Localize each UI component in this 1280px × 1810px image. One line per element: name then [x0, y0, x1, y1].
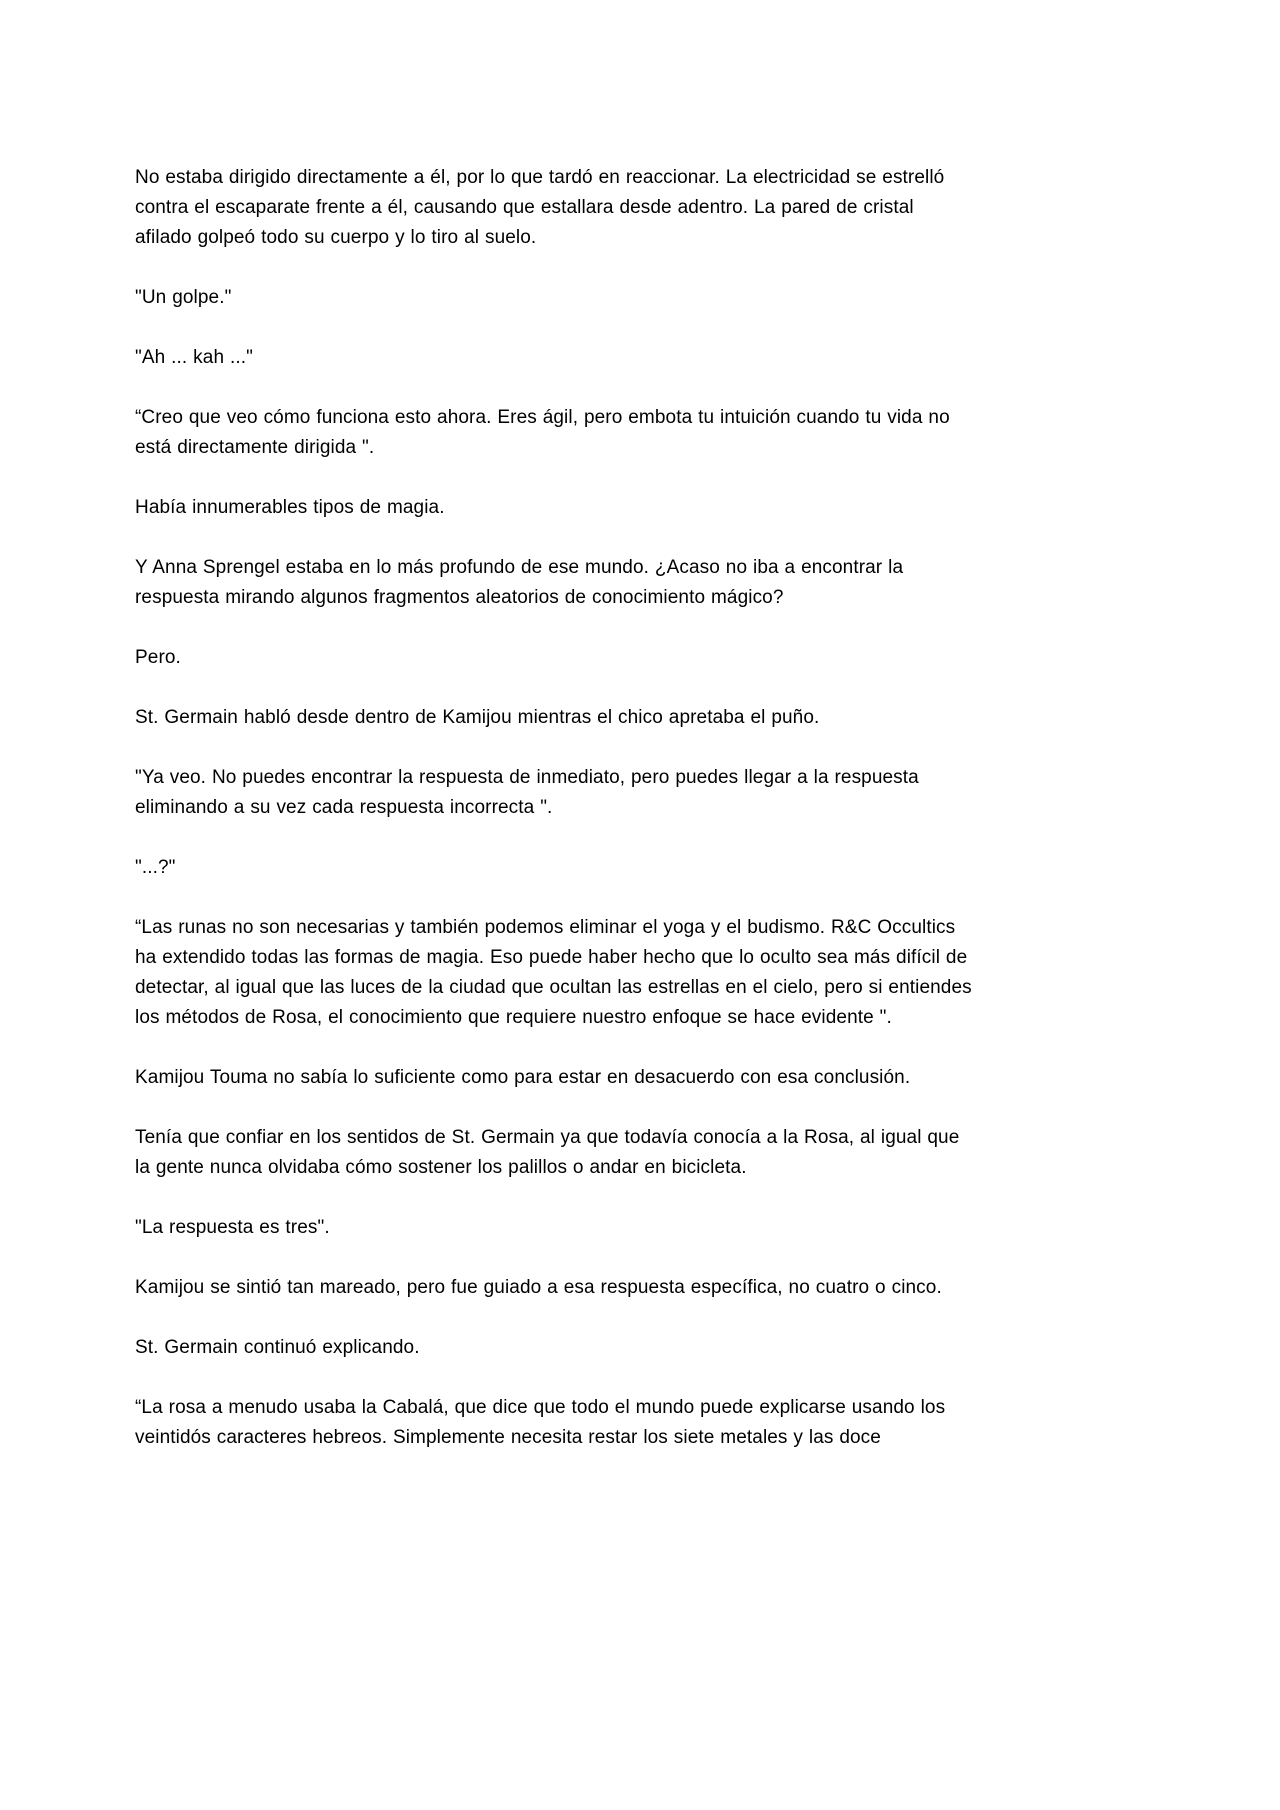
paragraph: Y Anna Sprengel estaba en lo más profundo de ese mundo. ¿Acaso no iba a encontrar la respuesta mirando algunos fragmentos aleatorios de conocimiento mágico? [135, 557, 904, 608]
paragraph: Tenía que confiar en los sentidos de St. Germain ya que todavía conocía a la Rosa, al igual que la gente nunca olvidaba cómo sostener los palillos o andar en bicicleta. [135, 1127, 960, 1178]
paragraph: St. Germain habló desde dentro de Kamijou mientras el chico apretaba el puño. [135, 707, 820, 728]
paragraph: “La rosa a menudo usaba la Cabalá, que dice que todo el mundo puede explicarse usando los veintidós caracteres hebreos. Simplemente necesita restar los siete metales y las doce [135, 1397, 946, 1448]
paragraph: Kamijou Touma no sabía lo suficiente como para estar en desacuerdo con esa conclusión. [135, 1067, 911, 1088]
paragraph: No estaba dirigido directamente a él, por lo que tardó en reaccionar. La electricidad se estrelló contra el escaparate frente a él, causando que estallara desde adentro. La pared de cristal afilado golpeó todo su cuerpo y lo tiro al suelo. [135, 167, 945, 248]
paragraph: "...?" [135, 857, 176, 878]
paragraph: Kamijou se sintió tan mareado, pero fue guiado a esa respuesta específica, no cuatro o cinco. [135, 1277, 942, 1298]
paragraph: "Ah ... kah ..." [135, 347, 253, 368]
paragraph: “Creo que veo cómo funciona esto ahora. Eres ágil, pero embota tu intuición cuando tu vida no está directamente dirigida ". [135, 407, 950, 458]
paragraph: “Las runas no son necesarias y también podemos eliminar el yoga y el budismo. R&C Occultics ha extendido todas las formas de magia. Eso puede haber hecho que lo oculto sea más difícil de detectar, al igual que las luces de la ciudad que ocultan las estrellas en el cielo, pero si entiendes los métodos de Rosa, el conocimiento que requiere nuestro enfoque se hace evidente ". [135, 917, 972, 1028]
paragraph: "Ya veo. No puedes encontrar la respuesta de inmediato, pero puedes llegar a la respuesta eliminando a su vez cada respuesta incorrecta ". [135, 767, 919, 818]
paragraph: Pero. [135, 647, 181, 668]
paragraph: "Un golpe." [135, 287, 232, 308]
paragraph: St. Germain continuó explicando. [135, 1337, 420, 1358]
paragraph: Había innumerables tipos de magia. [135, 497, 445, 518]
paragraph: "La respuesta es tres". [135, 1217, 330, 1238]
